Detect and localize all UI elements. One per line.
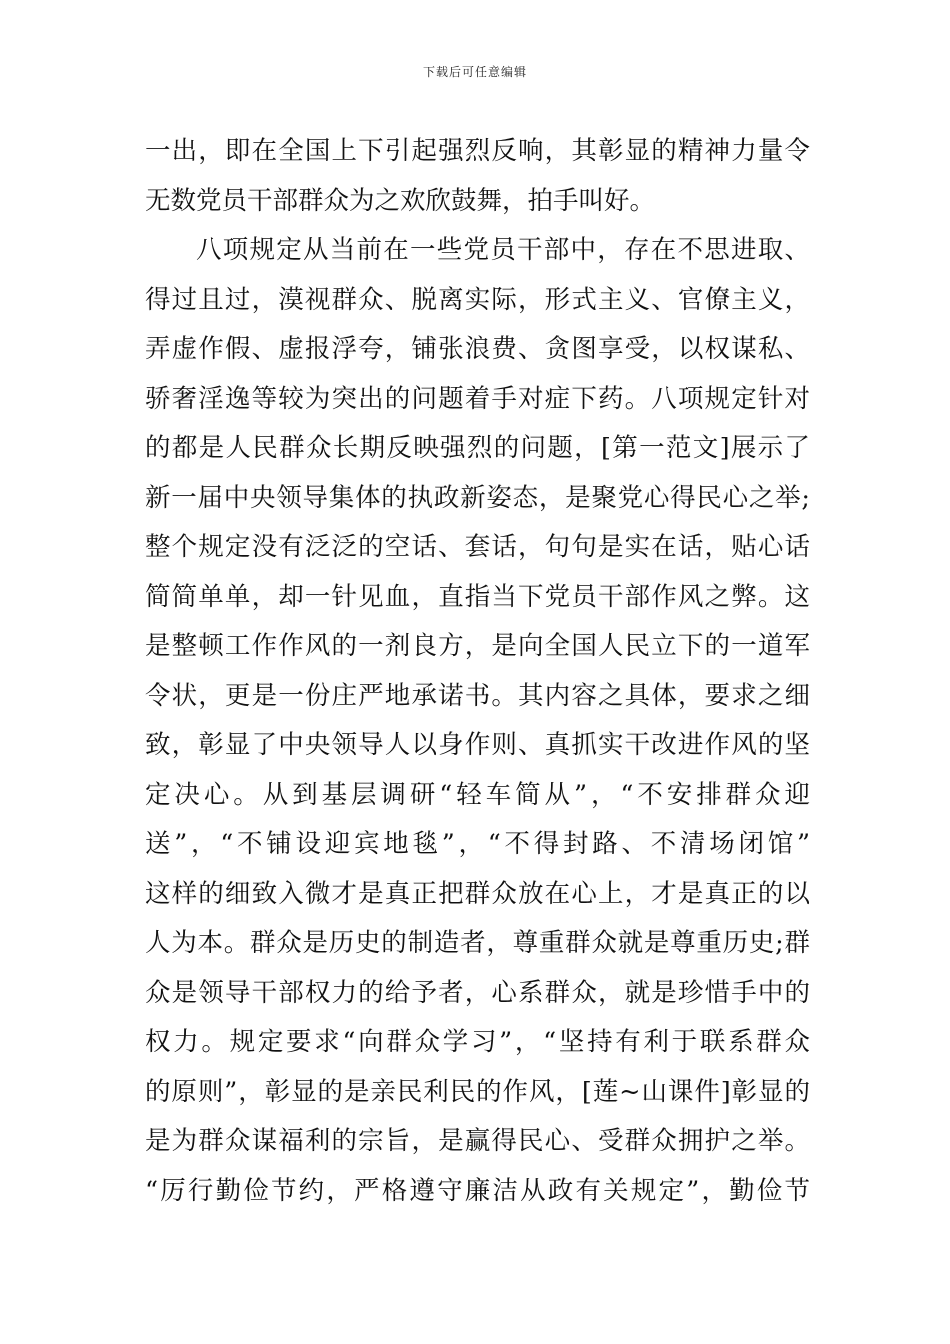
text-line: 致，彰显了中央领导人以身作则、真抓实干改进作风的坚 bbox=[145, 730, 810, 760]
page-header: 下载后可任意编辑 bbox=[422, 65, 527, 79]
text-line: “厉行勤俭节约，严格遵守廉洁从政有关规定”，勤俭节 bbox=[145, 1175, 810, 1206]
text-line: 送”，“不铺设迎宾地毯”，“不得封路、不清场闭馆” bbox=[145, 829, 810, 859]
text-line: 的都是人民群众长期反映强烈的问题，[第一范文]展示了 bbox=[145, 433, 810, 463]
text-line: 这样的细致入微才是真正把群众放在心上，才是真正的以 bbox=[145, 878, 810, 909]
text-line: 整个规定没有泛泛的空话、套话，句句是实在话，贴心话 bbox=[145, 532, 810, 562]
text-line: 众是领导干部权力的给予者，心系群众，就是珍惜手中的 bbox=[145, 977, 810, 1008]
text-line: 新一届中央领导集体的执政新姿态，是聚党心得民心之举; bbox=[145, 482, 810, 513]
text-line: 是整顿工作作风的一剂良方，是向全国人民立下的一道军 bbox=[145, 631, 810, 661]
text-line: 一出，即在全国上下引起强烈反响，其彰显的精神力量令 bbox=[145, 136, 810, 166]
text-line: 人为本。群众是历史的制造者，尊重群众就是尊重历史;群 bbox=[145, 928, 810, 958]
paragraph-start-line: 八项规定从当前在一些党员干部中，存在不思进取、 bbox=[196, 235, 810, 265]
text-line: 令状，更是一份庄严地承诺书。其内容之具体，要求之细 bbox=[145, 680, 810, 711]
text-line: 简简单单，却一针见血，直指当下党员干部作风之弊。这 bbox=[145, 581, 810, 612]
text-line: 定决心。从到基层调研“轻车简从”，“不安排群众迎 bbox=[145, 779, 810, 810]
text-line: 无数党员干部群众为之欢欣鼓舞，拍手叫好。 bbox=[145, 185, 656, 216]
text-line: 骄奢淫逸等较为突出的问题着手对症下药。八项规定针对 bbox=[145, 383, 810, 414]
text-line: 权力。规定要求“向群众学习”，“坚持有利于联系群众 bbox=[145, 1027, 810, 1057]
text-line: 的原则”，彰显的是亲民利民的作风，[莲~山课件]彰显的 bbox=[145, 1076, 810, 1107]
body-text bbox=[145, 127, 810, 1216]
text-line: 弄虚作假、虚报浮夸，铺张浪费、贪图享受，以权谋私、 bbox=[145, 334, 810, 364]
text-line: 得过且过，漠视群众、脱离实际，形式主义、官僚主义， bbox=[145, 284, 810, 315]
text-line: 是为群众谋福利的宗旨，是赢得民心、受群众拥护之举。 bbox=[145, 1126, 810, 1156]
